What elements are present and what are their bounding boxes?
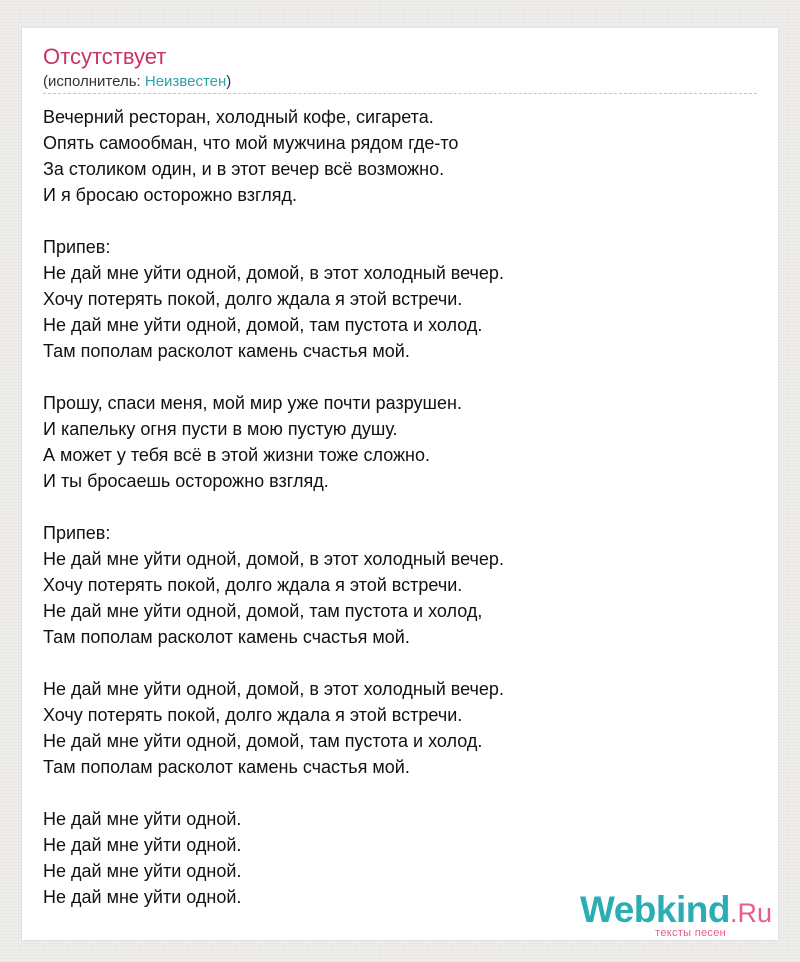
lyrics-line: Опять самообман, что мой мужчина рядом где-то: [43, 133, 459, 153]
lyrics-stanza: [43, 520, 504, 650]
artist-link[interactable]: Неизвестен: [144, 73, 227, 90]
lyrics-line: Не дай мне уйти одной, домой, в этот холодный вечер.: [43, 549, 504, 569]
lyrics-stanza: [43, 676, 504, 780]
artist-suffix: ): [226, 73, 232, 90]
lyrics-line: Не дай мне уйти одной, домой, там пустота и холод,: [43, 601, 483, 621]
lyrics-line: Не дай мне уйти одной, домой, там пустота и холод.: [43, 731, 483, 751]
artist-line: [43, 72, 231, 92]
lyrics-line: Там пополам расколот камень счастья мой.: [43, 757, 410, 777]
lyrics-line: Там пополам расколот камень счастья мой.: [43, 341, 410, 361]
lyrics-line: И я бросаю осторожно взгляд.: [43, 185, 297, 205]
lyrics-line: И ты бросаешь осторожно взгляд.: [43, 471, 329, 491]
lyrics-line: Не дай мне уйти одной.: [43, 809, 242, 829]
lyrics-line: А может у тебя всё в этой жизни тоже сложно.: [43, 445, 430, 465]
lyrics-line: Вечерний ресторан, холодный кофе, сигарета.: [43, 107, 434, 127]
lyrics-text: [43, 104, 504, 910]
logo-tagline: тексты песен: [655, 927, 726, 939]
lyrics-line: Не дай мне уйти одной, домой, там пустота и холод.: [43, 315, 483, 335]
title-divider: [43, 93, 757, 94]
lyrics-line: Прошу, спаси меня, мой мир уже почти разрушен.: [43, 393, 462, 413]
lyrics-line: Припев:: [43, 237, 111, 257]
lyrics-line: Там пополам расколот камень счастья мой.: [43, 627, 410, 647]
lyrics-line: И капельку огня пусти в мою пустую душу.: [43, 419, 398, 439]
lyrics-stanza: [43, 104, 504, 208]
logo-word: Webkind: [579, 889, 730, 930]
lyrics-line: Не дай мне уйти одной, домой, в этот холодный вечер.: [43, 679, 504, 699]
lyrics-line: Припев:: [43, 523, 111, 543]
lyrics-stanza: [43, 390, 504, 494]
lyrics-line: Хочу потерять покой, долго ждала я этой встречи.: [43, 289, 463, 309]
song-title: Отсутствует: [43, 44, 167, 69]
lyrics-line: За столиком один, и в этот вечер всё возможно.: [43, 159, 445, 179]
artist-prefix: (исполнитель:: [43, 73, 145, 90]
webkind-logo[interactable]: [572, 890, 772, 940]
logo-domain-suffix: .Ru: [729, 898, 772, 928]
lyrics-line: Не дай мне уйти одной.: [43, 861, 242, 881]
lyrics-line: Не дай мне уйти одной, домой, в этот холодный вечер.: [43, 263, 504, 283]
lyrics-stanza: [43, 806, 504, 910]
lyrics-stanza: [43, 234, 504, 364]
lyrics-line: Хочу потерять покой, долго ждала я этой встречи.: [43, 575, 463, 595]
lyrics-line: Не дай мне уйти одной.: [43, 887, 242, 907]
lyrics-line: Хочу потерять покой, долго ждала я этой встречи.: [43, 705, 463, 725]
lyrics-card: [22, 28, 778, 940]
lyrics-line: Не дай мне уйти одной.: [43, 835, 242, 855]
